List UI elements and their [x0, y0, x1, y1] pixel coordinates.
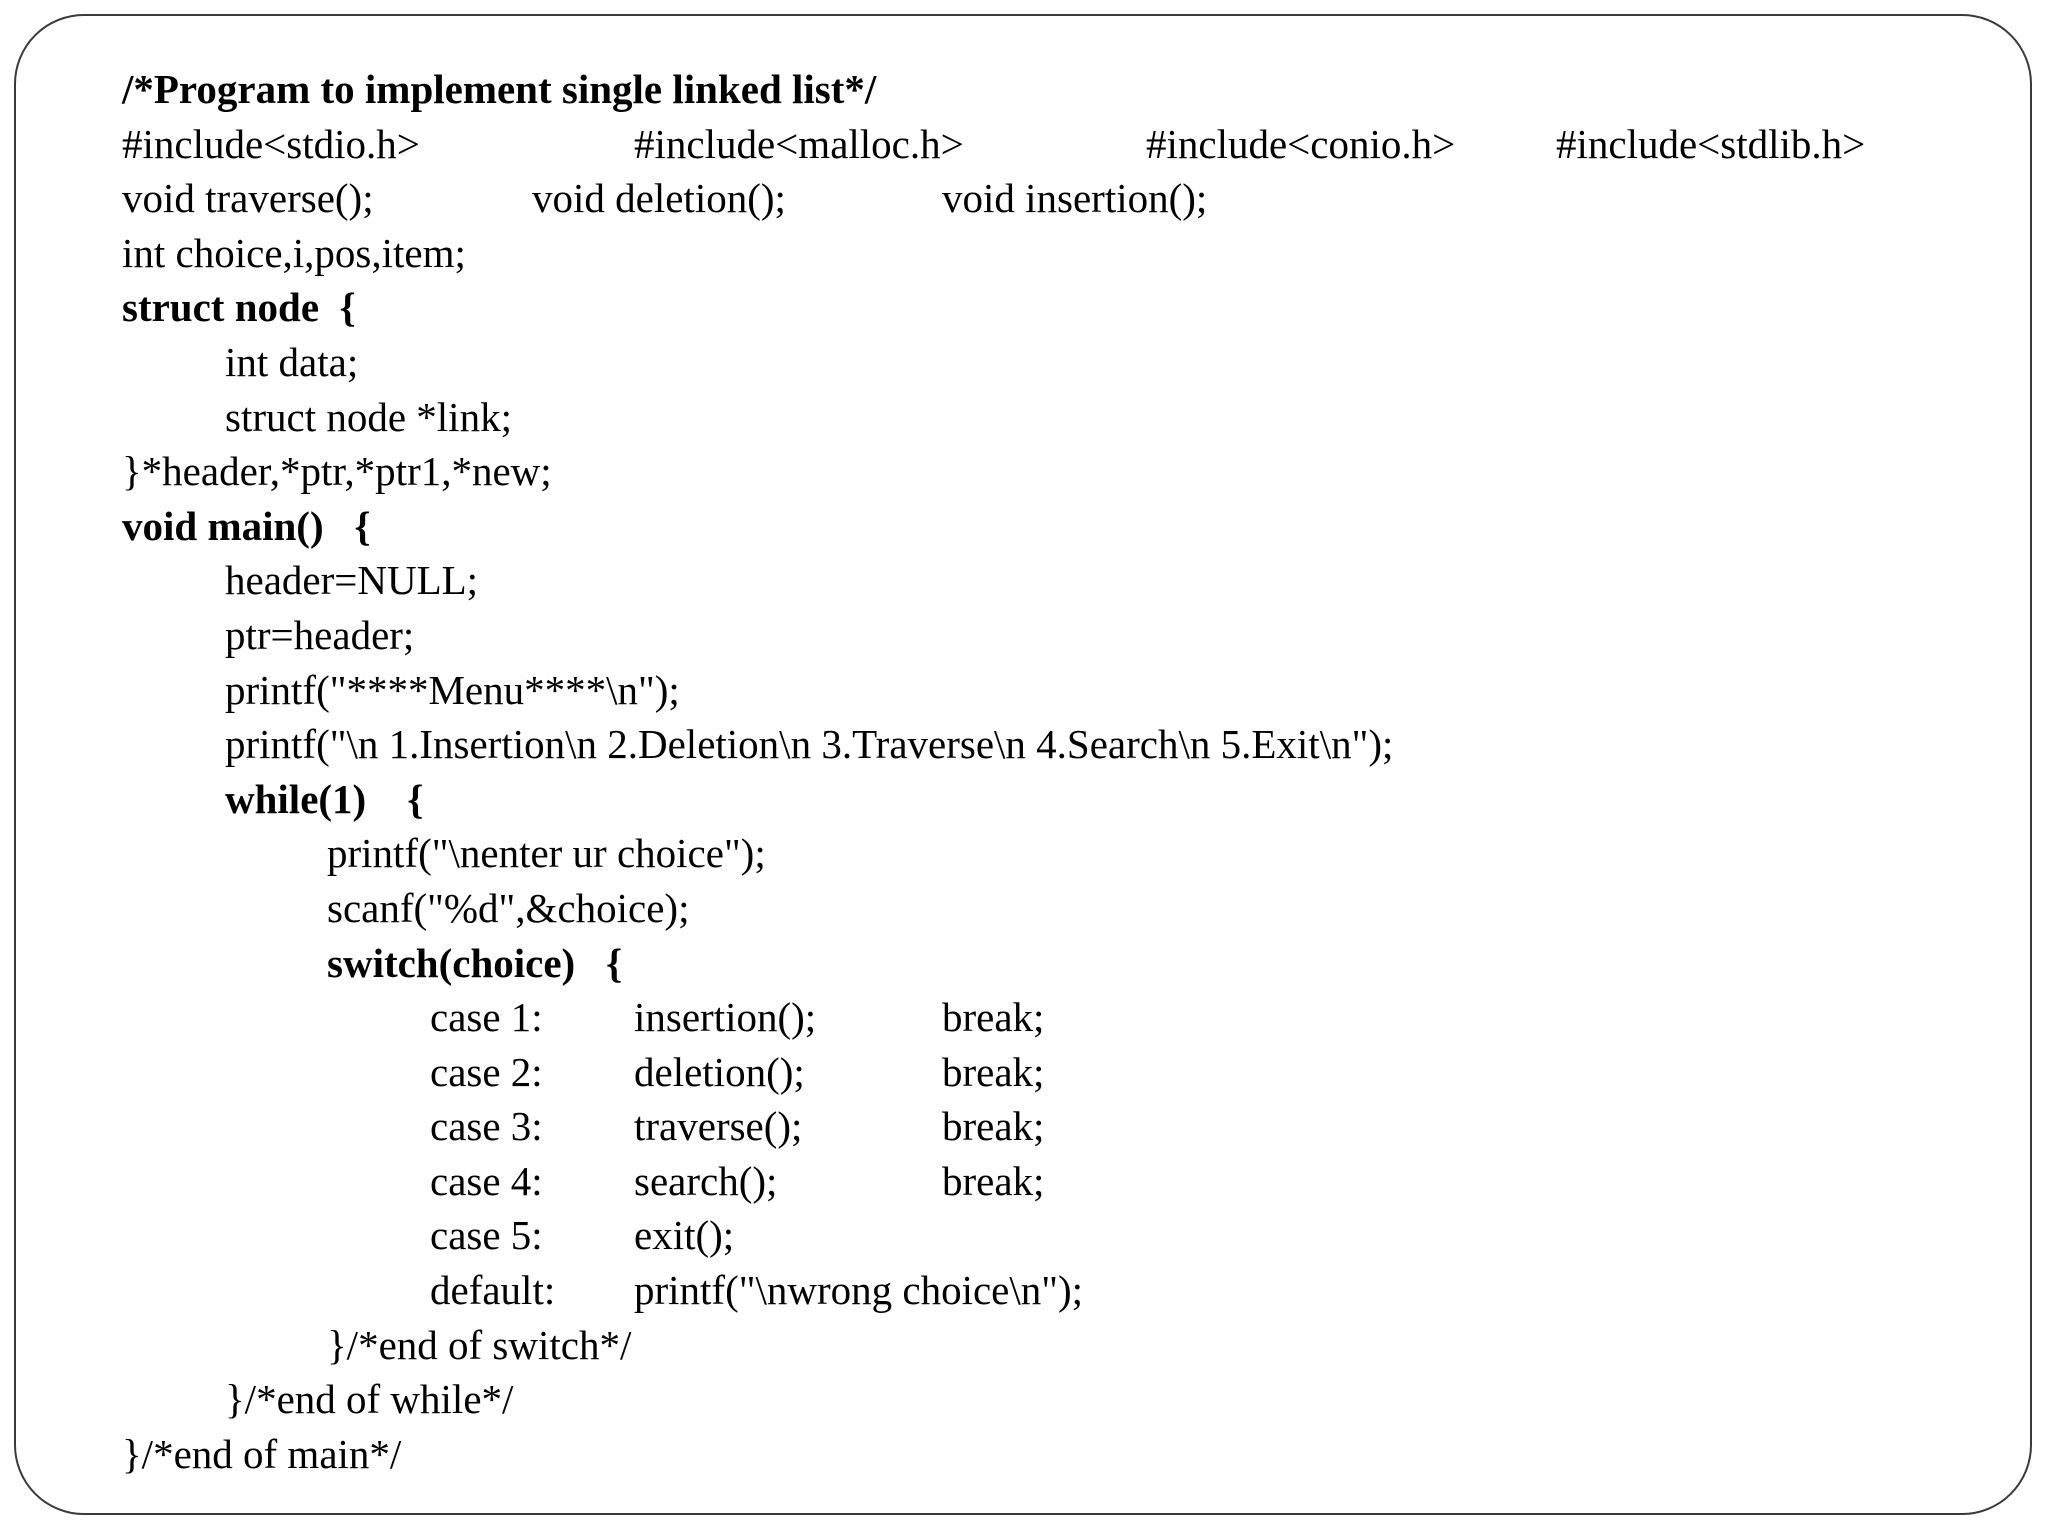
code-segment: }/*end of switch*/: [327, 1321, 632, 1368]
code-segment: }/*end of while*/: [225, 1376, 514, 1423]
code-segment: #include<stdlib.h>: [1556, 120, 1866, 167]
code-segment: printf("****Menu****\n");: [225, 666, 680, 713]
code-segment: exit();: [634, 1212, 735, 1259]
code-segment: }/*end of main*/: [122, 1430, 402, 1477]
code-segment: printf("\nenter ur choice");: [327, 830, 766, 877]
code-segment: void main() {: [122, 502, 371, 549]
comment-title: /*Program to implement single linked list*/: [122, 66, 877, 112]
code-segment: insertion();: [634, 994, 817, 1041]
code-segment: break;: [942, 1048, 1045, 1095]
code-segment: struct node *link;: [225, 393, 512, 440]
code-segment: struct node {: [122, 284, 356, 331]
code-segment: header=NULL;: [225, 557, 479, 604]
code-segment: search();: [634, 1157, 778, 1204]
code-segment: break;: [942, 1103, 1045, 1150]
code-segment: case 5:: [430, 1212, 543, 1259]
code-segment: printf("\n 1.Insertion\n 2.Deletion\n 3.Traverse\n 4.Search\n 5.Exit\n");: [225, 721, 1394, 768]
code-segment: case 3:: [430, 1103, 543, 1150]
code-segment: break;: [942, 1157, 1045, 1204]
code-segment: printf("\nwrong choice\n");: [634, 1267, 1084, 1314]
code-segment: int data;: [225, 338, 359, 385]
code-segment: scanf("%d",&choice);: [327, 884, 690, 931]
code-segment: traverse();: [634, 1103, 803, 1150]
code-segment: int choice,i,pos,item;: [122, 229, 466, 276]
code-segment: case 4:: [430, 1157, 543, 1204]
slide-frame: [14, 14, 2032, 1515]
code-segment: #include<malloc.h>: [634, 120, 964, 167]
code-segment: case 2:: [430, 1048, 543, 1095]
code-segment: while(1) {: [225, 775, 424, 822]
code-segment: deletion();: [634, 1048, 805, 1095]
code-segment: void traverse();: [122, 175, 374, 222]
code-segment: #include<stdio.h>: [122, 120, 420, 167]
code-segment: ptr=header;: [225, 611, 415, 658]
code-segment: break;: [942, 994, 1045, 1041]
code-segment: case 1:: [430, 994, 543, 1041]
code-segment: void deletion();: [532, 175, 786, 222]
code-segment: }*header,*ptr,*ptr1,*new;: [122, 448, 552, 495]
code-segment: void insertion();: [942, 175, 1208, 222]
code-segment: switch(choice) {: [327, 939, 623, 986]
code-segment: #include<conio.h>: [1146, 120, 1456, 167]
code-segment: default:: [430, 1267, 556, 1314]
